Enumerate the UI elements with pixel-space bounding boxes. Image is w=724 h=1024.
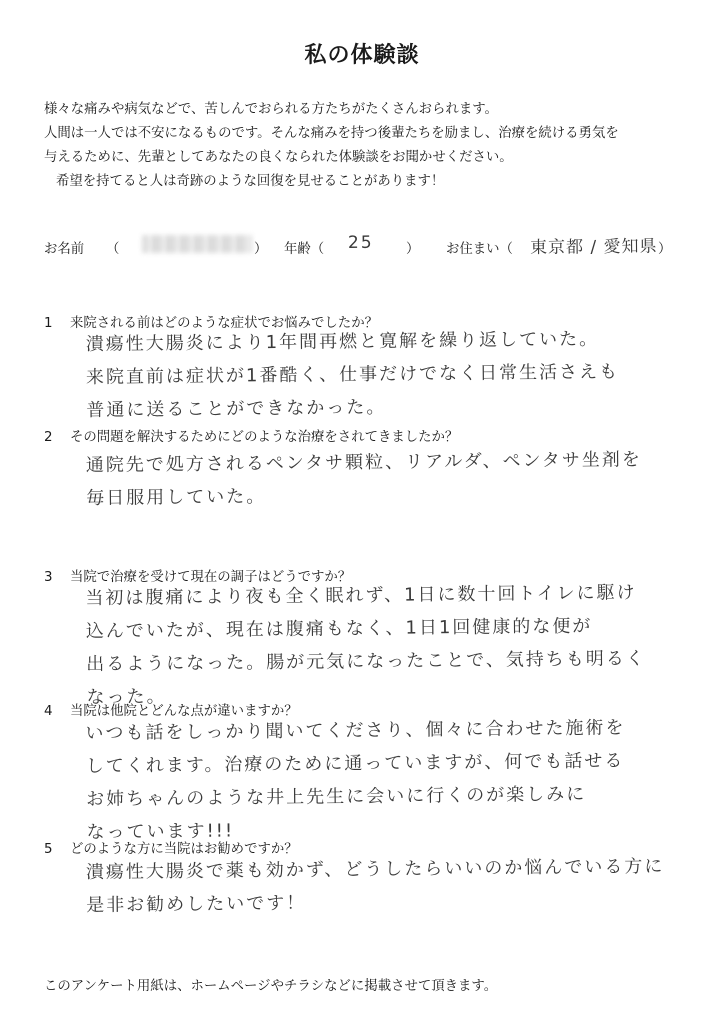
intro-line: 様々な痛みや病気などで、苦しんでおられる方たちがたくさんおられます。 bbox=[44, 102, 498, 117]
question-text: どのような方に当院はお勧めですか？ bbox=[70, 842, 298, 857]
age-value: 25 bbox=[347, 232, 374, 253]
question-text: 来院される前はどのような症状でお悩みでしたか？ bbox=[70, 316, 378, 331]
footer-note: このアンケート用紙は、ホームページやチラシなどに掲載させて頂きます。 bbox=[44, 979, 498, 994]
answer-line: 込んでいたが、現在は腹痛もなく、1日1回健康的な便が bbox=[85, 615, 593, 643]
age-label: 年齢（ bbox=[284, 242, 325, 257]
answer-line: 潰瘍性大腸炎により1年間再燃と寛解を繰り返していた。 bbox=[85, 328, 600, 356]
question-number: 1 bbox=[44, 316, 53, 331]
answer-4 bbox=[85, 711, 626, 849]
answer-line: 潰瘍性大腸炎で薬も効かず、どうしたらいいのか悩んでいる方に bbox=[85, 855, 665, 884]
question-number: 5 bbox=[44, 842, 53, 857]
intro-line: 与えるために、先輩としてあなたの良くなられた体験談をお聞かせください。 bbox=[44, 150, 513, 165]
answer-line: 是非お勧めしたいです！ bbox=[86, 892, 307, 916]
residence-value: 東京都 / 愛知県 bbox=[529, 236, 658, 258]
name-label: お名前 bbox=[44, 242, 85, 257]
answer-2 bbox=[86, 443, 643, 515]
name-redacted bbox=[142, 235, 252, 253]
answer-line: 当初は腹痛により夜も全く眠れず、1日に数十回トイレに駆け bbox=[85, 582, 637, 610]
age-close-paren: ） bbox=[406, 242, 420, 257]
question-number: 4 bbox=[44, 704, 53, 719]
answer-3 bbox=[85, 576, 646, 714]
answer-line: してくれます。治療のために通っていますが、何でも話せる bbox=[85, 750, 625, 778]
answer-line: 出るようになった。腸が元気になったことで、気持ちも明るく bbox=[86, 648, 646, 675]
answer-line: いつも話をしっかり聞いてくださり、個々に合わせた施術を bbox=[85, 717, 626, 745]
answer-line: 通院先で処方されるペンタサ顆粒、リアルダ、ペンタサ坐剤を bbox=[85, 449, 642, 477]
intro-line: 人間は一人では不安になるものです。そんな痛みを持つ後輩たちを励まし、治療を続ける勇気を bbox=[44, 126, 619, 141]
page-title: 私の体験談 bbox=[304, 43, 420, 68]
answer-line: なった。 bbox=[86, 686, 167, 708]
residence-close-paren: ） bbox=[658, 242, 672, 257]
answer-line: お姉ちゃんのような井上先生に会いに行くのが楽しみに bbox=[86, 783, 587, 810]
question-number: 3 bbox=[44, 570, 53, 585]
question-text: その問題を解決するためにどのような治療をされてきましたか？ bbox=[70, 430, 459, 445]
answer-1 bbox=[85, 322, 619, 427]
intro-line: 希望を持てると人は奇跡のような回復を見せることがあります！ bbox=[56, 174, 445, 189]
question-number: 2 bbox=[44, 430, 53, 445]
intro-text bbox=[44, 98, 619, 194]
answer-line: 来院直前は症状が1番酷く、仕事だけでなく日常生活さえも bbox=[85, 361, 620, 388]
name-open-paren: （ bbox=[106, 242, 120, 257]
question-2 bbox=[44, 426, 458, 445]
question-text: 当院は他院とどんな点が違いますか？ bbox=[70, 704, 298, 719]
answer-line: 毎日服用していた。 bbox=[86, 486, 267, 509]
answer-5 bbox=[86, 850, 665, 922]
answer-line: なっています!!! bbox=[86, 820, 235, 843]
question-text: 当院で治療を受けて現在の調子はどうですか？ bbox=[70, 570, 352, 585]
residence-label: お住まい（ bbox=[446, 242, 513, 257]
name-close-paren: ） bbox=[254, 242, 268, 257]
answer-line: 普通に送ることができなかった。 bbox=[86, 396, 387, 421]
